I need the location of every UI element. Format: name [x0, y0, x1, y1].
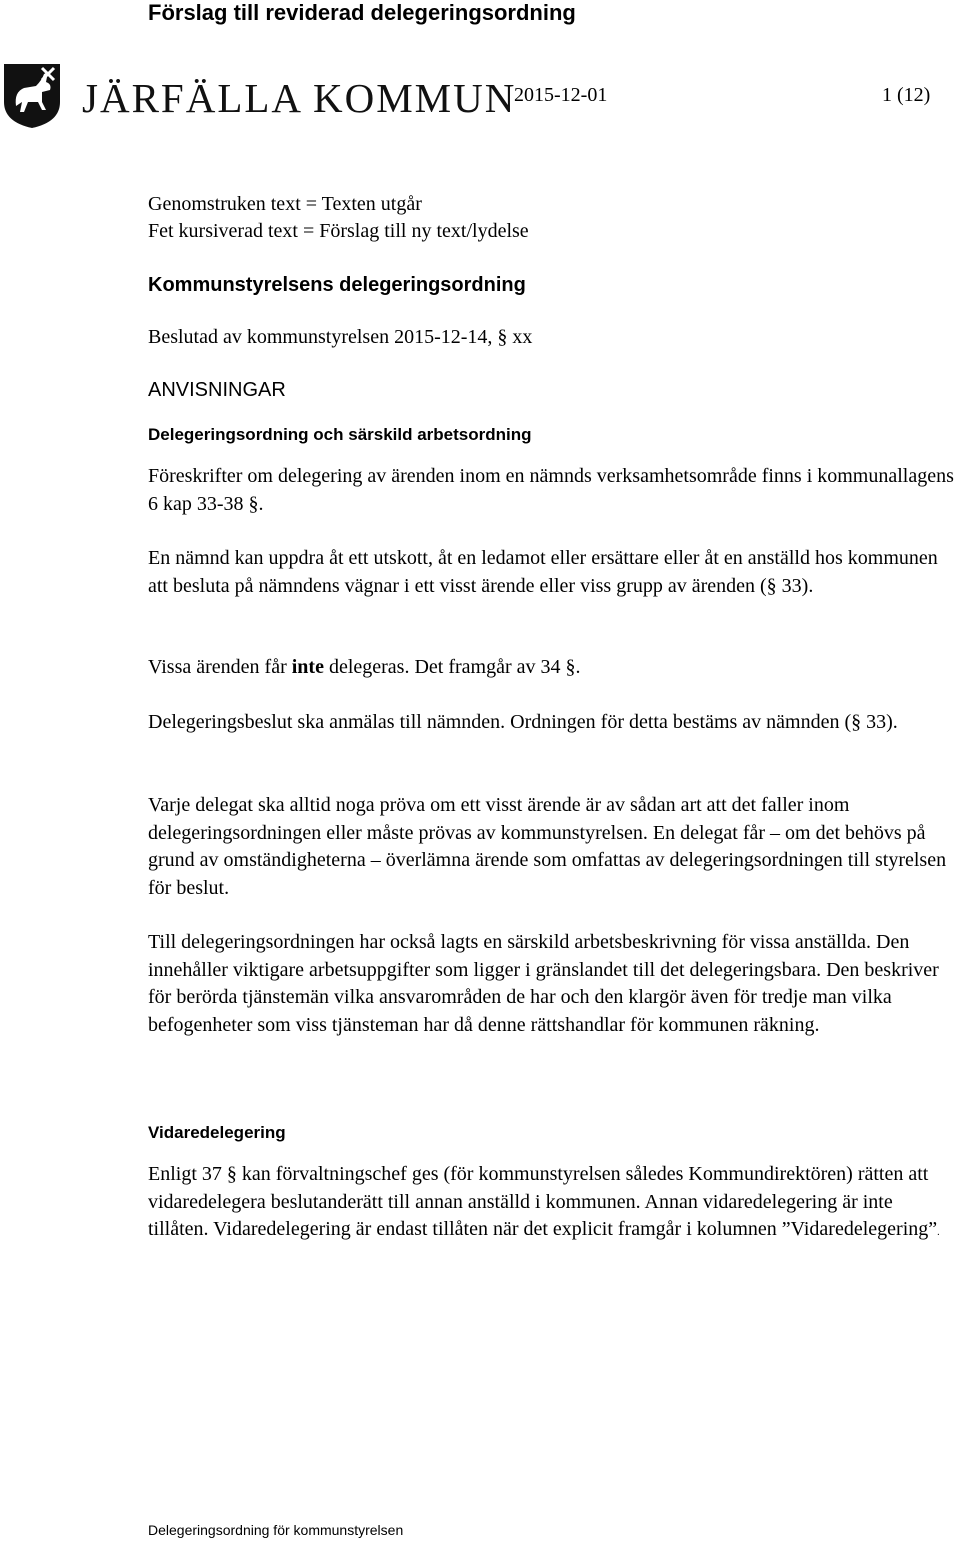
paragraph-vidaredelegering [148, 1161, 952, 1247]
vidaredelegering-end: . [937, 1227, 940, 1238]
paragraph-legal-basis: Föreskrifter om delegering av ärenden inom en nämnds verksamhetsområde finns i kommunallagens 6 kap 33-38 §. [148, 465, 954, 515]
paragraph-work-description: Till delegeringsordningen har också lagts en särskild arbetsbeskrivning för vissa anställda. Den innehåller viktigare arbetsuppgifter som ligger i gränslandet till det delegeringsbara. Den beskriver för berörda tjänstemän vilka ansvarområden de har och den klargör även för tredje man vilka befogenheter som viss tjänsteman har då denne rättshandlar för kommunen räkning. [148, 931, 939, 1036]
exceptions-emphasis: inte [291, 656, 324, 678]
exceptions-text-start: Vissa ärenden får [148, 656, 292, 678]
legend-strikethrough: Genomstruken text = Texten utgår [148, 193, 422, 215]
document-title: Förslag till reviderad delegeringsordning [148, 0, 576, 25]
paragraph-delegation-scope: En nämnd kan uppdra åt ett utskott, åt en ledamot eller ersättare eller åt en anställd hos kommunen att besluta på nämndens vägnar i ett visst ärende eller viss grupp av ärenden (§ 33). [148, 547, 938, 597]
organization-name: JÄRFÄLLA KOMMUN [82, 75, 517, 121]
page-heading: Kommunstyrelsens delegeringsordning [148, 274, 526, 296]
vidaredelegering-text: Enligt 37 § kan förvaltningschef ges (för kommunstyrelsen således Kommundirektören) rätten att vidaredelegera beslutanderätt till annan anställd i kommunen. Annan vidaredelegering är inte tillåten. Vidaredelegering är endast tillåten när det explicit framgår i kolumnen ”Vidaredelegering” [148, 1163, 938, 1240]
exceptions-text-end: delegeras. Det framgår av 34 §. [323, 656, 581, 678]
paragraph-delegate-duty: Varje delegat ska alltid noga pröva om ett visst ärende är av sådan art att det faller inom delegeringsordningen eller måste prövas av kommunstyrelsen. En delegat får – om det behövs på grund av omständigheterna – överlämna ärende som omfattas av delegeringsordningen till styrelsen för beslut. [148, 794, 947, 899]
municipal-coat-of-arms-icon [2, 62, 62, 130]
decision-line: Beslutad av kommunstyrelsen 2015-12-14, § xx [148, 326, 533, 348]
page-number: 1 (12) [882, 84, 931, 106]
section-heading-vidaredelegering: Vidaredelegering [148, 1123, 286, 1142]
header-date: 2015-12-01 [514, 84, 608, 106]
paragraph-reporting: Delegeringsbeslut ska anmälas till nämnden. Ordningen för detta bestäms av nämnden (§ 33). [148, 711, 898, 733]
subheading: Delegeringsordning och särskild arbetsordning [148, 425, 532, 444]
legend-bold-italic: Fet kursiverad text = Förslag till ny text/lydelse [148, 220, 529, 242]
page-footer: Delegeringsordning för kommunstyrelsen [148, 1522, 404, 1538]
section-label: ANVISNINGAR [148, 379, 286, 401]
paragraph-exceptions [148, 654, 956, 682]
